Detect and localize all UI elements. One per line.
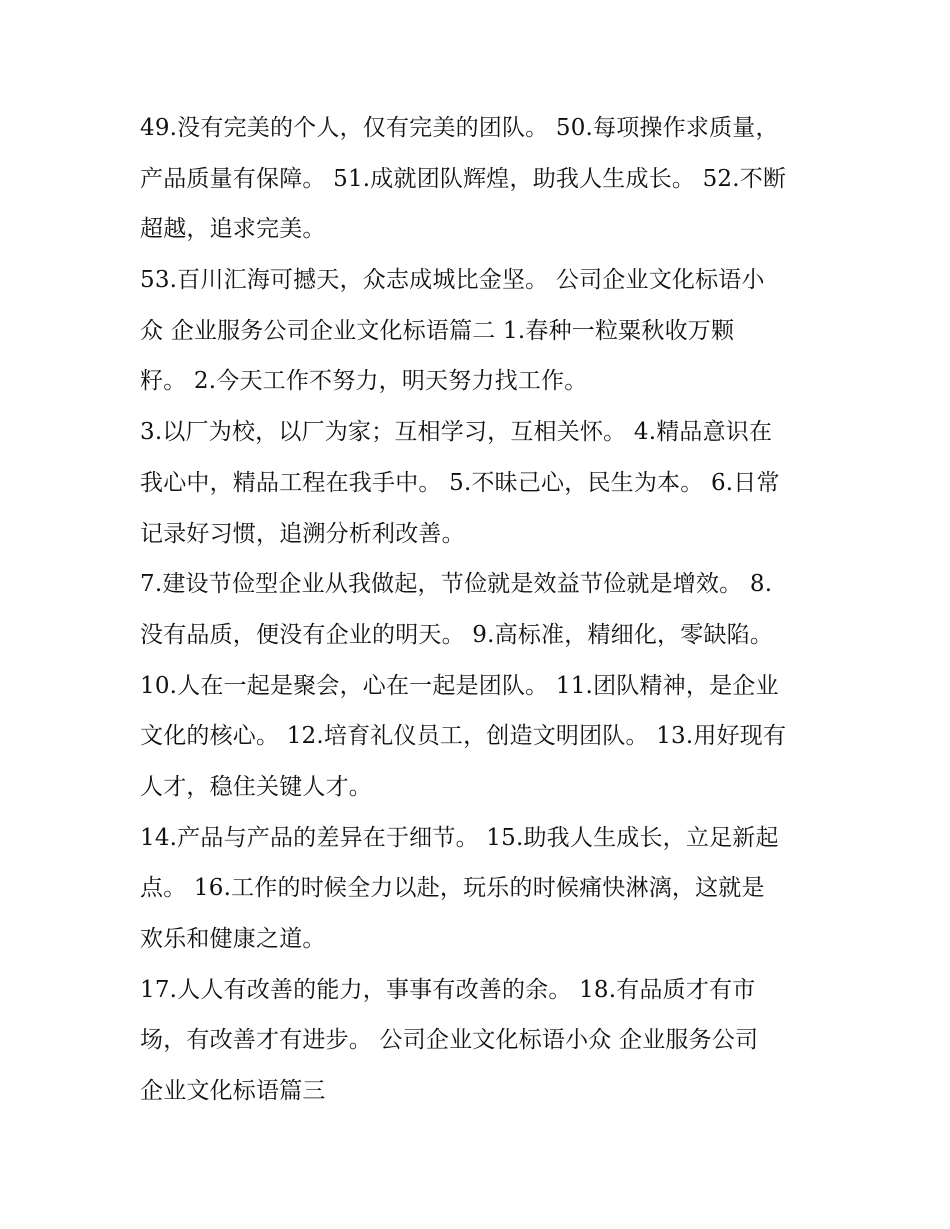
text-line: 文化的核心。 12.培育礼仪员工，创造文明团队。 13.用好现有 bbox=[140, 723, 787, 750]
text-line: 53.百川汇海可撼天，众志成城比金坚。 公司企业文化标语小 bbox=[140, 267, 765, 294]
text-line: 记录好习惯，追溯分析利改善。 bbox=[140, 520, 465, 547]
text-line: 产品质量有保障。 51.成就团队辉煌，助我人生成长。 52.不断 bbox=[140, 165, 787, 192]
text-line: 欢乐和健康之道。 bbox=[140, 926, 326, 952]
text-line: 没有品质，便没有企业的明天。 9.高标准，精细化，零缺陷。 bbox=[140, 621, 774, 648]
text-line: 众 企业服务公司企业文化标语篇二 1.春种一粒粟秋收万颗 bbox=[140, 317, 735, 344]
text-line: 企业文化标语篇三 bbox=[140, 1078, 326, 1105]
text-line: 场，有改善才有进步。 公司企业文化标语小众 企业服务公司 bbox=[140, 1027, 759, 1054]
text-line: 3.以厂为校，以厂为家；互相学习，互相关怀。 4.精品意识在 bbox=[140, 419, 773, 446]
text-line: 10.人在一起是聚会，心在一起是团队。 11.团队精神，是企业 bbox=[140, 672, 779, 699]
text-line: 人才，稳住关键人才。 bbox=[140, 773, 372, 800]
text-line: 籽。 2.今天工作不努力，明天努力找工作。 bbox=[140, 368, 588, 395]
text-line: 超越，追求完美。 bbox=[140, 216, 326, 243]
text-line: 点。 16.工作的时候全力以赴，玩乐的时候痛快淋漓，这就是 bbox=[140, 875, 765, 902]
text-line: 49.没有完美的个人，仅有完美的团队。 50.每项操作求质量， bbox=[140, 115, 779, 141]
text-line: 14.产品与产品的差异在于细节。 15.助我人生成长，立足新起 bbox=[140, 824, 779, 851]
text-line: 7.建设节俭型企业从我做起，节俭就是效益节俭就是增效。 8. bbox=[140, 571, 773, 598]
text-line: 我心中，精品工程在我手中。 5.不昧己心，民生为本。 6.日常 bbox=[140, 469, 780, 496]
text-line: 17.人人有改善的能力，事事有改善的余。 18.有品质才有市 bbox=[140, 976, 756, 1003]
document-body bbox=[140, 103, 820, 1117]
